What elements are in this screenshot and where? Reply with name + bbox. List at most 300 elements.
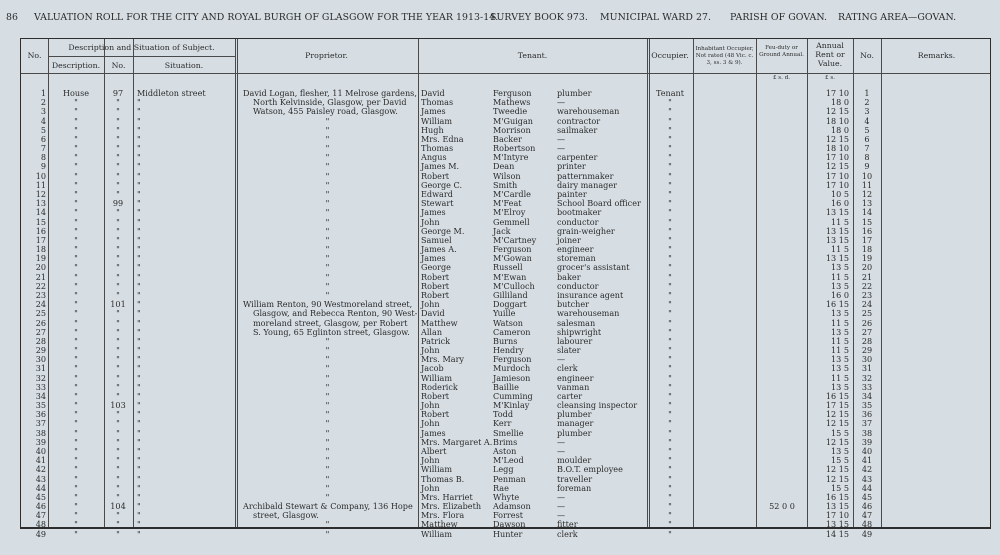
cell-no: 21	[35, 271, 46, 282]
cell-first: John	[421, 418, 440, 429]
cell-occ: B.O.T. employee	[557, 464, 623, 475]
survey-book: SURVEY BOOK 973.	[490, 12, 588, 23]
cell-desc: "	[74, 501, 78, 512]
cell-desc: "	[74, 244, 78, 255]
cell-occ: shipwright	[557, 326, 602, 337]
cell-desc: "	[74, 97, 78, 108]
cell-occupier: "	[668, 418, 672, 429]
cell-no: 29	[35, 345, 46, 356]
cell-rent: 15 5	[830, 482, 849, 493]
cell-first: George	[421, 262, 451, 273]
cell-sit: "	[137, 308, 141, 319]
cell-no: 15	[35, 216, 46, 227]
cell-prop: "	[325, 253, 330, 264]
cell-desc: "	[74, 317, 78, 328]
cell-no2: 14	[861, 207, 873, 218]
cell-num: "	[116, 225, 120, 236]
cell-prop: "	[325, 280, 330, 291]
cell-no2: 20	[861, 262, 873, 273]
cell-no: 39	[35, 436, 46, 447]
cell-no2: 5	[864, 124, 870, 135]
cell-no2: 40	[861, 446, 873, 457]
cell-occupier: "	[668, 446, 672, 457]
cell-occupier: "	[668, 253, 672, 264]
cell-no2: 15	[861, 216, 873, 227]
cell-occupier: "	[668, 115, 672, 126]
cell-occupier: "	[668, 354, 672, 365]
col-annual-header: Annual Rent or Value.	[815, 41, 845, 68]
cell-desc: "	[74, 124, 78, 135]
cell-occ: labourer	[557, 335, 593, 346]
cell-sur: Doggart	[493, 299, 527, 310]
cell-sur: Robertson	[493, 143, 536, 154]
cell-sit: "	[137, 464, 141, 475]
cell-no: 25	[35, 308, 46, 319]
cell-desc: "	[74, 207, 78, 218]
cell-prop: "	[325, 528, 330, 539]
cell-sur: Baillie	[493, 381, 519, 392]
cell-occ: painter	[557, 188, 587, 199]
col-occupier-header: Occupier.	[651, 51, 689, 60]
cell-desc: "	[74, 528, 78, 539]
cell-prop: "	[325, 409, 330, 420]
cell-desc: "	[74, 455, 78, 466]
cell-rent: 17 10	[825, 152, 849, 163]
column-divider	[48, 39, 49, 527]
cell-rent: 13 5	[830, 354, 849, 365]
cell-sur: Morrison	[493, 124, 531, 135]
cell-occupier: "	[668, 280, 672, 291]
page-header	[6, 12, 996, 26]
cell-num: "	[116, 390, 120, 401]
cell-occupier: "	[668, 381, 672, 392]
cell-occ: —	[557, 143, 566, 154]
cell-no2: 22	[861, 280, 873, 291]
cell-rent: 13 5	[830, 280, 849, 291]
cell-desc: "	[74, 179, 78, 190]
cell-prop: "	[325, 372, 330, 383]
cell-num: "	[116, 372, 120, 383]
column-divider	[756, 39, 757, 527]
cell-sur: Legg	[493, 464, 514, 475]
feuduty-currency-label: £ s. d.	[772, 75, 791, 81]
cell-sit: "	[137, 179, 141, 190]
cell-sit: "	[137, 234, 141, 245]
cell-no: 14	[35, 207, 46, 218]
cell-prop: "	[325, 363, 330, 374]
cell-num: "	[116, 317, 120, 328]
cell-num: "	[116, 170, 120, 181]
cell-first: William	[421, 372, 453, 383]
cell-desc: "	[74, 161, 78, 172]
cell-sur: Adamson	[493, 501, 531, 512]
cell-sit: "	[137, 317, 141, 328]
valuation-table	[20, 38, 991, 539]
cell-num: "	[116, 354, 120, 365]
cell-rent: 17 10	[825, 179, 849, 190]
cell-no: 36	[35, 409, 46, 420]
cell-prop: "	[325, 418, 330, 429]
cell-first: Thomas B.	[421, 473, 465, 484]
cell-occ: storeman	[557, 253, 596, 264]
cell-occ: grain-weigher	[557, 225, 615, 236]
cell-num: "	[116, 133, 120, 144]
cell-sit: "	[137, 152, 141, 163]
cell-rent: 17 10	[825, 510, 849, 521]
cell-num: "	[116, 345, 120, 356]
cell-sur: Watson	[493, 317, 523, 328]
cell-num: "	[116, 381, 120, 392]
cell-sit: "	[137, 455, 141, 466]
cell-sur: Cameron	[493, 326, 531, 337]
cell-first: James M.	[421, 161, 460, 172]
cell-occ: slater	[557, 345, 581, 356]
cell-num: "	[116, 280, 120, 291]
cell-sit: "	[137, 143, 141, 154]
cell-first: Stewart	[421, 198, 454, 209]
cell-prop: "	[325, 216, 330, 227]
cell-no: 22	[35, 280, 46, 291]
cell-occupier: "	[668, 244, 672, 255]
cell-occ: plumber	[557, 427, 592, 438]
cell-no2: 25	[861, 308, 873, 319]
cell-occ: insurance agent	[557, 289, 624, 300]
cell-occ: —	[557, 446, 566, 457]
cell-first: Jacob	[421, 363, 444, 374]
cell-occ: —	[557, 97, 566, 108]
cell-no2: 37	[861, 418, 873, 429]
cell-first: Robert	[421, 170, 450, 181]
cell-first: Hugh	[421, 124, 444, 135]
cell-occ: plumber	[557, 409, 592, 420]
cell-sur: Mathews	[493, 97, 531, 108]
cell-no2: 41	[861, 455, 873, 466]
col-number-header: No.	[111, 61, 126, 70]
proprietor-line: North Kelvinside, Glasgow, per David	[253, 97, 407, 108]
cell-sit: "	[137, 124, 141, 135]
cell-num: "	[116, 234, 120, 245]
cell-num: "	[116, 436, 120, 447]
cell-occ: engineer	[557, 244, 594, 255]
cell-num: "	[116, 216, 120, 227]
cell-desc: "	[74, 390, 78, 401]
cell-no: 30	[35, 354, 46, 365]
cell-num: 101	[110, 299, 126, 310]
cell-sit: "	[137, 354, 141, 365]
cell-rent: 12 15	[825, 436, 849, 447]
cell-no: 20	[35, 262, 46, 273]
cell-first: Mrs. Edna	[421, 133, 464, 144]
cell-sur: Smith	[493, 179, 518, 190]
cell-occupier: "	[668, 436, 672, 447]
cell-no2: 36	[861, 409, 873, 420]
cell-occ: moulder	[557, 455, 592, 466]
cell-no: 48	[35, 519, 46, 530]
cell-no: 5	[40, 124, 46, 135]
cell-rent: 12 15	[825, 409, 849, 420]
cell-no: 49	[35, 528, 46, 539]
cell-sit: "	[137, 510, 141, 521]
cell-sur: M'Intyre	[493, 152, 529, 163]
cell-sur: Penman	[493, 473, 526, 484]
cell-occupier: "	[668, 234, 672, 245]
col-remarks-header: Remarks.	[917, 51, 956, 60]
proprietor-line: Archibald Stewart & Company, 136 Hope	[243, 501, 413, 512]
proprietor-line: S. Young, 65 Eglinton street, Glasgow.	[253, 326, 410, 337]
cell-sur: Hunter	[493, 528, 523, 539]
cell-no: 18	[35, 244, 46, 255]
cell-rent: 16 15	[825, 491, 849, 502]
cell-prop: "	[325, 335, 330, 346]
cell-occ: printer	[557, 161, 586, 172]
column-divider	[418, 39, 419, 527]
cell-desc: "	[74, 363, 78, 374]
parish: PARISH OF GOVAN.	[730, 12, 828, 23]
cell-occ: butcher	[557, 299, 590, 310]
cell-no: 42	[35, 464, 46, 475]
cell-sur: M'Leod	[493, 455, 524, 466]
cell-desc: "	[74, 170, 78, 181]
cell-occupier: "	[668, 106, 672, 117]
cell-sur: Dawson	[493, 519, 526, 530]
cell-desc: "	[74, 409, 78, 420]
cell-no2: 33	[861, 381, 873, 392]
cell-sit: "	[137, 390, 141, 401]
cell-desc: "	[74, 510, 78, 521]
cell-num: "	[116, 519, 120, 530]
cell-rent: 18 10	[825, 143, 849, 154]
cell-no: 43	[35, 473, 46, 484]
cell-no: 1	[40, 88, 46, 98]
cell-occ: patternmaker	[557, 170, 614, 181]
cell-sur: Gilliland	[493, 289, 528, 300]
cell-first: Albert	[421, 446, 447, 457]
cell-desc: "	[74, 299, 78, 310]
cell-first: Mrs. Mary	[421, 354, 465, 365]
cell-no: 41	[35, 455, 46, 466]
cell-num: "	[116, 289, 120, 300]
cell-no2: 13	[861, 198, 873, 209]
cell-first: William	[421, 115, 453, 126]
cell-desc: "	[74, 289, 78, 300]
cell-rent: 13 5	[830, 381, 849, 392]
cell-no: 47	[35, 510, 46, 521]
cell-desc: "	[74, 473, 78, 484]
cell-no2: 44	[861, 482, 873, 493]
cell-sit: "	[137, 271, 141, 282]
cell-occupier: "	[668, 216, 672, 227]
cell-no: 4	[40, 115, 46, 126]
cell-occupier: "	[668, 161, 672, 172]
cell-rent: 16 0	[830, 198, 849, 209]
cell-desc: "	[74, 308, 78, 319]
cell-occ: School Board officer	[557, 198, 641, 209]
cell-num: "	[116, 143, 120, 154]
cell-rent: 12 15	[825, 161, 849, 172]
cell-no2: 3	[864, 106, 870, 117]
cell-desc: "	[74, 436, 78, 447]
cell-rent: 10 5	[830, 188, 849, 199]
cell-occupier: "	[668, 427, 672, 438]
column-divider	[853, 39, 854, 527]
col-no2-header: No.	[860, 51, 874, 60]
cell-sur: Ferguson	[493, 244, 532, 255]
cell-sur: Kerr	[493, 418, 512, 429]
cell-occ: bootmaker	[557, 207, 602, 218]
cell-no2: 17	[861, 234, 873, 245]
cell-rent: 11 5	[830, 335, 849, 346]
cell-rent: 18 0	[830, 97, 849, 108]
cell-sit: "	[137, 225, 141, 236]
cell-num: "	[116, 446, 120, 457]
cell-prop: "	[325, 354, 330, 365]
cell-desc: "	[74, 519, 78, 530]
cell-num: 97	[112, 88, 124, 98]
cell-sur: Jack	[493, 225, 511, 236]
cell-rent: 12 15	[825, 418, 849, 429]
cell-occupier: "	[668, 345, 672, 356]
cell-desc: "	[74, 280, 78, 291]
cell-no2: 34	[861, 390, 873, 401]
cell-prop: "	[325, 464, 330, 475]
cell-no2: 7	[864, 143, 870, 154]
cell-sit: "	[137, 97, 141, 108]
cell-occ: carter	[557, 390, 583, 401]
cell-prop: "	[325, 436, 330, 447]
cell-occupier: "	[668, 473, 672, 484]
cell-occ: clerk	[557, 528, 578, 539]
cell-num: "	[116, 491, 120, 502]
cell-sur: Cumming	[493, 390, 533, 401]
cell-no2: 9	[864, 161, 870, 172]
cell-rent: 17 10	[825, 170, 849, 181]
cell-first: Thomas	[421, 97, 454, 108]
cell-prop: "	[325, 115, 330, 126]
col-desc-group-header: Description and Situation of Subject.	[68, 43, 215, 52]
cell-first: John	[421, 482, 440, 493]
cell-occ: plumber	[557, 88, 592, 98]
cell-no: 6	[40, 133, 46, 144]
cell-first: Allan	[421, 326, 443, 337]
cell-no2: 12	[861, 188, 873, 199]
cell-prop: "	[325, 345, 330, 356]
cell-sit: "	[137, 244, 141, 255]
cell-sit: "	[137, 482, 141, 493]
cell-sit: "	[137, 363, 141, 374]
cell-num: "	[116, 97, 120, 108]
cell-sit: "	[137, 198, 141, 209]
cell-first: Robert	[421, 409, 450, 420]
cell-num: "	[116, 308, 120, 319]
cell-occupier: "	[668, 188, 672, 199]
cell-no2: 29	[861, 345, 873, 356]
col-inhabitant-header: Inhabitant Occupier, Not rated (48 Vic. c. 3, ss. 3 & 9).	[695, 46, 754, 66]
cell-sur: Smellie	[493, 427, 524, 438]
cell-sit: "	[137, 106, 141, 117]
cell-occupier: "	[668, 317, 672, 328]
cell-first: William	[421, 464, 453, 475]
cell-sit: "	[137, 289, 141, 300]
cell-sit: "	[137, 216, 141, 227]
cell-sit: "	[137, 427, 141, 438]
cell-desc: "	[74, 262, 78, 273]
cell-num: "	[116, 124, 120, 135]
cell-desc: "	[74, 354, 78, 365]
cell-no: 23	[35, 289, 46, 300]
cell-occ: cleansing inspector	[557, 400, 638, 411]
cell-sit: "	[137, 519, 141, 530]
cell-num: "	[116, 409, 120, 420]
column-divider	[693, 39, 694, 527]
cell-occupier: "	[668, 390, 672, 401]
cell-sur: Ferguson	[493, 88, 532, 98]
cell-occ: —	[557, 354, 566, 365]
cell-first: Mrs. Harriet	[421, 491, 473, 502]
cell-num: "	[116, 482, 120, 493]
cell-no: 27	[35, 326, 46, 337]
cell-num: 104	[110, 501, 126, 512]
cell-rent: 15 5	[830, 427, 849, 438]
cell-desc: "	[74, 335, 78, 346]
cell-num: "	[116, 363, 120, 374]
cell-first: David	[421, 308, 445, 319]
cell-no: 19	[35, 253, 46, 264]
cell-occupier: "	[668, 143, 672, 154]
cell-no: 2	[40, 97, 46, 108]
cell-sur: M'Feat	[493, 198, 522, 209]
cell-occ: conductor	[557, 280, 599, 291]
cell-occupier: "	[668, 97, 672, 108]
cell-rent: 16 15	[825, 299, 849, 310]
cell-num: "	[116, 253, 120, 264]
cell-rent: 13 5	[830, 446, 849, 457]
cell-num: "	[116, 473, 120, 484]
cell-first: Roderick	[421, 381, 458, 392]
cell-rent: 12 15	[825, 464, 849, 475]
cell-sur: M'Gowan	[493, 253, 532, 264]
cell-no2: 48	[861, 519, 873, 530]
cell-first: William	[421, 528, 453, 539]
cell-sit: "	[137, 207, 141, 218]
cell-desc: "	[74, 345, 78, 356]
cell-desc: "	[74, 188, 78, 199]
municipal-ward: MUNICIPAL WARD 27.	[600, 12, 712, 23]
cell-no2: 27	[861, 326, 873, 337]
cell-occupier: "	[668, 501, 672, 512]
cell-sit: "	[137, 326, 141, 337]
cell-first: Robert	[421, 289, 450, 300]
rating-area: RATING AREA—GOVAN.	[838, 12, 957, 23]
cell-desc: "	[74, 418, 78, 429]
cell-no2: 24	[861, 299, 873, 310]
cell-no: 16	[35, 225, 46, 236]
cell-prop: "	[325, 473, 330, 484]
cell-prop: "	[325, 455, 330, 466]
cell-sit: Middleton street	[137, 88, 206, 98]
cell-first: Robert	[421, 280, 450, 291]
cell-sit: "	[137, 381, 141, 392]
cell-rent: 17 15	[825, 400, 849, 411]
cell-occ: —	[557, 133, 566, 144]
cell-rent: 11 5	[830, 317, 849, 328]
cell-rent: 17 10	[825, 88, 849, 98]
cell-desc: "	[74, 271, 78, 282]
cell-rent: 16 15	[825, 390, 849, 401]
cell-first: John	[421, 299, 440, 310]
cell-occ: —	[557, 510, 566, 521]
cell-occ: warehouseman	[557, 106, 620, 117]
cell-no: 8	[40, 152, 46, 163]
